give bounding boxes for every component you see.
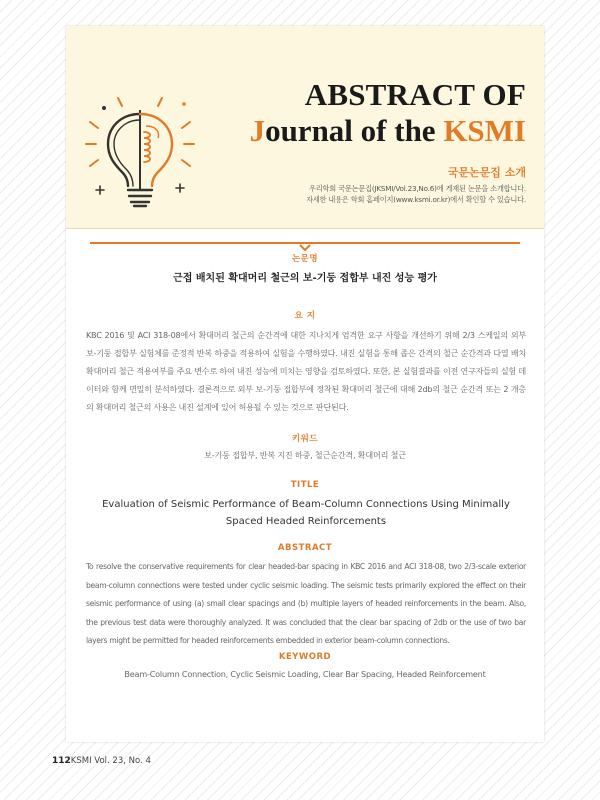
paper-title-en: Evaluation of Seismic Performance of Beam-Column Connections Using Minimally Spaced Headed Reinforcements — [102, 499, 510, 527]
keywords-label-en: KEYWORD — [278, 652, 332, 662]
title-label-en: TITLE — [290, 480, 320, 490]
page-number: 112 — [52, 756, 71, 766]
header-banner — [66, 26, 544, 229]
abstract-text-en: To resolve the conservative requirements for clear headed-bar spacing in KBC 2016 and ACI 318-08, two 2/3-scale exterior beam-column connections were tested under cyclic seismic loading. The seismic tests primarily explored the effect on their seismic performance of using (a) small clear spacings and (b) multiple layers of headed reinforcements in the beam. Also, the previous test data were thoroughly analyzed. It was concluded that the clear bar spacing of 2db or the use of two bar layers might be permitted for headed reinforcements embedded in exterior beam-column connections. — [86, 562, 526, 645]
title-label-ko: 논문명 — [291, 254, 319, 264]
journal-title-accent: KSMI — [443, 113, 526, 148]
journal-title-line1: ABSTRACT OF — [304, 77, 526, 112]
journal-title-initial: J — [249, 113, 266, 148]
intro-text — [196, 183, 526, 205]
keywords-en: Beam-Column Connection, Cyclic Seismic Loading, Clear Bar Spacing, Headed Reinforcement — [124, 669, 486, 679]
keywords-label-ko: 키워드 — [291, 434, 319, 444]
abstract-card — [66, 26, 544, 742]
paper-title-ko: 근접 배치된 확대머리 철근의 보-기둥 접합부 내진 성능 평가 — [173, 273, 437, 284]
abstract-label-ko: 요 지 — [294, 311, 316, 321]
intro-line-2: 자세한 내용은 학회 홈페이지(www.ksmi.or.kr)에서 확인할 수 있습니다. — [306, 195, 526, 204]
page-footer — [52, 756, 151, 766]
journal-title-line2 — [250, 114, 526, 148]
intro-line-1: 우리학회 국문논문집(JKSMI/Vol.23,No.6)에 게재된 논문을 소개합니다. — [309, 184, 526, 193]
abstract-text-ko: KBC 2016 및 ACI 318-08에서 확대머리 철근의 순간격에 대한 지나치게 엄격한 요구 사항을 개선하기 위해 2/3 스케일의 외부 보-기둥 접합부 실험체를 준정적 반복 하중을 적용하여 실험을 수행하였다. 내진 실험을 통해 좁은 간격의 철근 순간격과 다열 배치 확대머리 철근 적용여부를 주요 변수로 하여 내진 성능에 미치는 영향을 검토하였다. 또한, 본 실험결과를 이전 연구자들의 실험 데이터와 함께 면밀히 분석하였다. 결론적으로 외부 보-기둥 접합부에 정착된 확대머리 철근에 대해 2db의 철근 순간격 또는 2 개층의 확대머리 철근의 사용은 내진 설계에 있어 허용될 수 있는 것으로 판단된다. — [86, 330, 526, 412]
journal-issue: KSMI Vol. 23, No. 4 — [70, 756, 151, 766]
section-label: 국문논문집 소개 — [447, 166, 526, 179]
abstract-label-en: ABSTRACT — [277, 543, 333, 553]
lightbulb-icon — [84, 92, 196, 212]
journal-title-middle: ournal of the — [265, 113, 444, 148]
keywords-ko: 보-기둥 접합부, 반복 지진 하중, 철근순간격, 확대머리 철근 — [204, 450, 406, 460]
